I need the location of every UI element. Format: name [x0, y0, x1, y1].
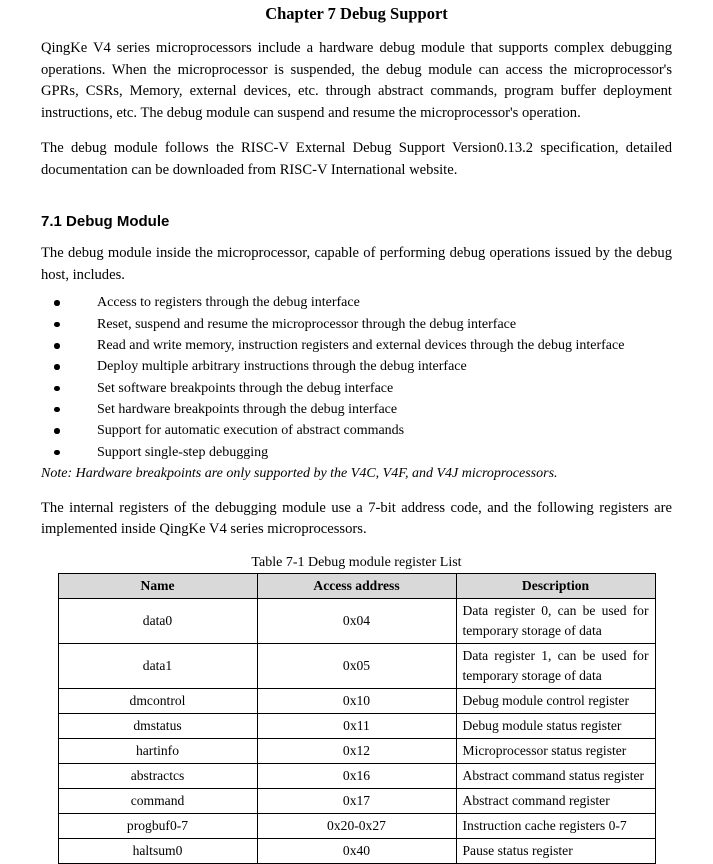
list-item: Read and write memory, instruction registers and external devices through the debug interface	[41, 335, 672, 356]
table-row	[58, 738, 655, 763]
cell-register-description: Abstract command status register	[456, 763, 655, 788]
cell-register-description: Instruction cache registers 0-7	[456, 813, 655, 838]
cell-register-address: 0x05	[257, 643, 456, 688]
table-caption: Table 7-1 Debug module register List	[251, 554, 462, 570]
cell-register-description: Microprocessor status register	[456, 738, 655, 763]
cell-register-description: Debug module control register	[456, 688, 655, 713]
list-item: Access to registers through the debug interface	[41, 292, 672, 313]
page-title: Chapter 7 Debug Support	[265, 4, 448, 23]
cell-register-name: abstractcs	[58, 763, 257, 788]
cell-register-address: 0x04	[257, 598, 456, 643]
hardware-breakpoint-note: Note: Hardware breakpoints are only supported by the V4C, V4F, and V4J microprocessors.	[41, 465, 558, 481]
cell-register-name: data0	[58, 598, 257, 643]
cell-register-description: Pause status register	[456, 838, 655, 863]
cell-register-name: data1	[58, 643, 257, 688]
cell-register-name: hartinfo	[58, 738, 257, 763]
cell-register-address: 0x10	[257, 688, 456, 713]
list-item: Set hardware breakpoints through the debug interface	[41, 399, 672, 420]
table-body	[58, 598, 655, 863]
table-row	[58, 838, 655, 863]
debug-module-feature-list	[41, 286, 672, 462]
column-header-description: Description	[456, 573, 655, 598]
list-item: Deploy multiple arbitrary instructions through the debug interface	[41, 356, 672, 377]
cell-register-description: Data register 0, can be used for temporary storage of data	[456, 598, 655, 643]
table-row	[58, 598, 655, 643]
intro-paragraph-1: QingKe V4 series microprocessors include a hardware debug module that supports complex debugging operations. When the microprocessor is suspended, the debug module can access the microprocessor's GPRs, CSRs, Memory, external devices, etc. through abstract commands, program buffer deployment instructions, etc. The debug module can suspend and resume the microprocessor's operation.	[41, 40, 672, 121]
list-item: Reset, suspend and resume the microprocessor through the debug interface	[41, 314, 672, 335]
section-intro-paragraph: The debug module inside the microprocessor, capable of performing debug operations issued by the debug host, includes.	[41, 245, 672, 283]
cell-register-name: progbuf0-7	[58, 813, 257, 838]
cell-register-address: 0x16	[257, 763, 456, 788]
cell-register-name: command	[58, 788, 257, 813]
cell-register-address: 0x20-0x27	[257, 813, 456, 838]
list-item: Support single-step debugging	[41, 442, 672, 463]
table-row	[58, 643, 655, 688]
list-item: Support for automatic execution of abstract commands	[41, 420, 672, 441]
table-row	[58, 788, 655, 813]
table-row	[58, 763, 655, 788]
cell-register-name: haltsum0	[58, 838, 257, 863]
table-header-row	[58, 573, 655, 598]
cell-register-description: Data register 1, can be used for temporary storage of data	[456, 643, 655, 688]
cell-register-address: 0x12	[257, 738, 456, 763]
table-row	[58, 713, 655, 738]
cell-register-name: dmstatus	[58, 713, 257, 738]
cell-register-address: 0x40	[257, 838, 456, 863]
table-row	[58, 688, 655, 713]
register-address-paragraph: The internal registers of the debugging module use a 7-bit address code, and the following registers are implemented inside QingKe V4 series microprocessors.	[41, 499, 672, 538]
intro-paragraph-2: The debug module follows the RISC-V External Debug Support Version0.13.2 specification, detailed documentation can be downloaded from RISC-V International website.	[41, 140, 672, 178]
column-header-address: Access address	[257, 573, 456, 598]
cell-register-address: 0x11	[257, 713, 456, 738]
debug-module-register-table	[58, 573, 656, 864]
section-heading-7-1: 7.1 Debug Module	[41, 213, 170, 231]
cell-register-name: dmcontrol	[58, 688, 257, 713]
column-header-name: Name	[58, 573, 257, 598]
cell-register-description: Abstract command register	[456, 788, 655, 813]
cell-register-address: 0x17	[257, 788, 456, 813]
list-item: Set software breakpoints through the debug interface	[41, 378, 672, 399]
table-row	[58, 813, 655, 838]
cell-register-description: Debug module status register	[456, 713, 655, 738]
